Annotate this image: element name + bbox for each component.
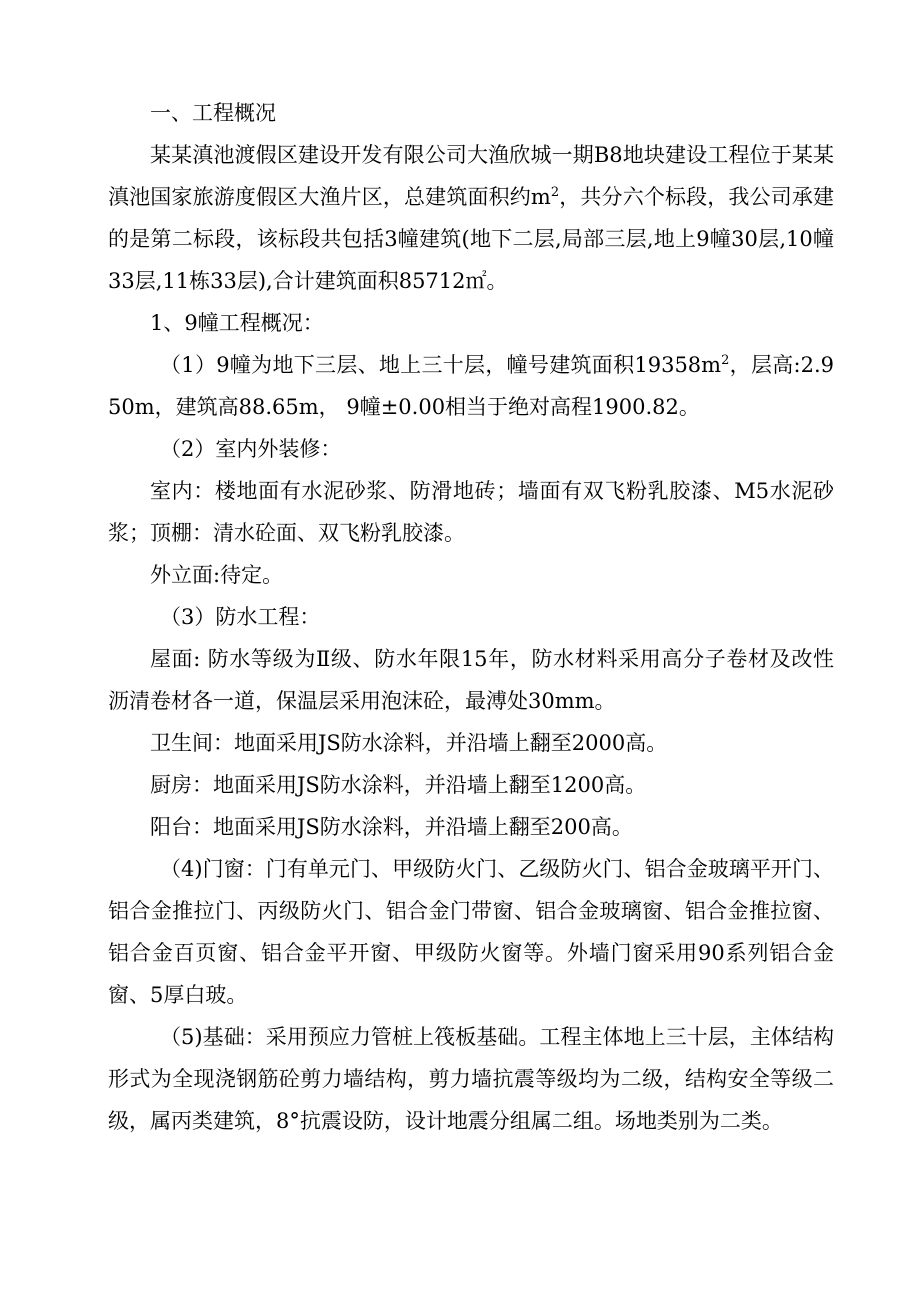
intro-text-part1: 某某滇池渡假区建设开发有限公司大渔欣城一期B8地块建设工程位于某某滇池国家旅游度假区大渔片区，总建筑面积约m <box>108 143 834 209</box>
document-page <box>108 92 834 1212</box>
item5-paragraph: （5)基础：采用预应力管桩上筏板基础。工程主体地上三十层，主体结构形式为全现浇钢筋砼剪力墙结构，剪力墙抗震等级均为二级，结构安全等级二级，属丙类建筑，8°抗震设防，设计地震分组属二组。场地类别为二类。 <box>108 1025 834 1133</box>
item3-heading: （3）防水工程： <box>160 605 321 629</box>
intro-text-part2: ，共分六个标段，我公司承建的是第二标段，该标段共包括3幢建筑(地下二层,局部三层,地上9幢30层,10幢33层,11栋33层),合计建筑面积85712㎡。 <box>108 185 834 293</box>
item3-bathroom-paragraph: 卫生间：地面采用JS防水涂料，并沿墙上翻至2000高。 <box>150 731 668 755</box>
item3-roof-paragraph: 屋面: 防水等级为Ⅱ级、防水年限15年，防水材料采用高分子卷材及改性沥清卷材各一道，保温层采用泡沫砼，最溥处30mm。 <box>108 647 834 713</box>
item2-facade-paragraph: 外立面:待定。 <box>150 563 284 587</box>
section-heading: 一、工程概况 <box>150 101 276 125</box>
item3-kitchen-paragraph: 厨房：地面采用JS防水涂料，并沿墙上翻至1200高。 <box>150 773 647 797</box>
item4-paragraph: （4)门窗：门有单元门、甲级防火门、乙级防火门、铝合金玻璃平开门、铝合金推拉门、丙级防火门、铝合金门带窗、铝合金玻璃窗、铝合金推拉窗、铝合金百页窗、铝合金平开窗、甲级防火窗等。外墙门窗采用90系列铝合金窗、5厚白玻。 <box>108 857 834 1007</box>
item1-text-part1: （1）9幢为地下三层、地上三十层，幢号建筑面积19358m <box>160 353 722 377</box>
item2-indoor-paragraph: 室内：楼地面有水泥砂浆、防滑地砖；墙面有双飞粉乳胶漆、M5水泥砂浆；顶棚：清水砼面、双飞粉乳胶漆。 <box>108 479 834 545</box>
intro-superscript: 2 <box>550 185 560 200</box>
intro-paragraph <box>108 134 834 302</box>
sub-heading-building-9: 1、9幢工程概况： <box>150 311 324 335</box>
item3-balcony-paragraph: 阳台：地面采用JS防水涂料，并沿墙上翻至200高。 <box>150 815 633 839</box>
item2-heading: （2）室内外装修： <box>160 437 342 461</box>
item1-paragraph <box>108 344 834 428</box>
item1-superscript: 2 <box>721 353 730 368</box>
item1-text-part2: ，层高:2.950m，建筑高88.65m， 9幢±0.00相当于绝对高程1900.82。 <box>108 353 835 419</box>
